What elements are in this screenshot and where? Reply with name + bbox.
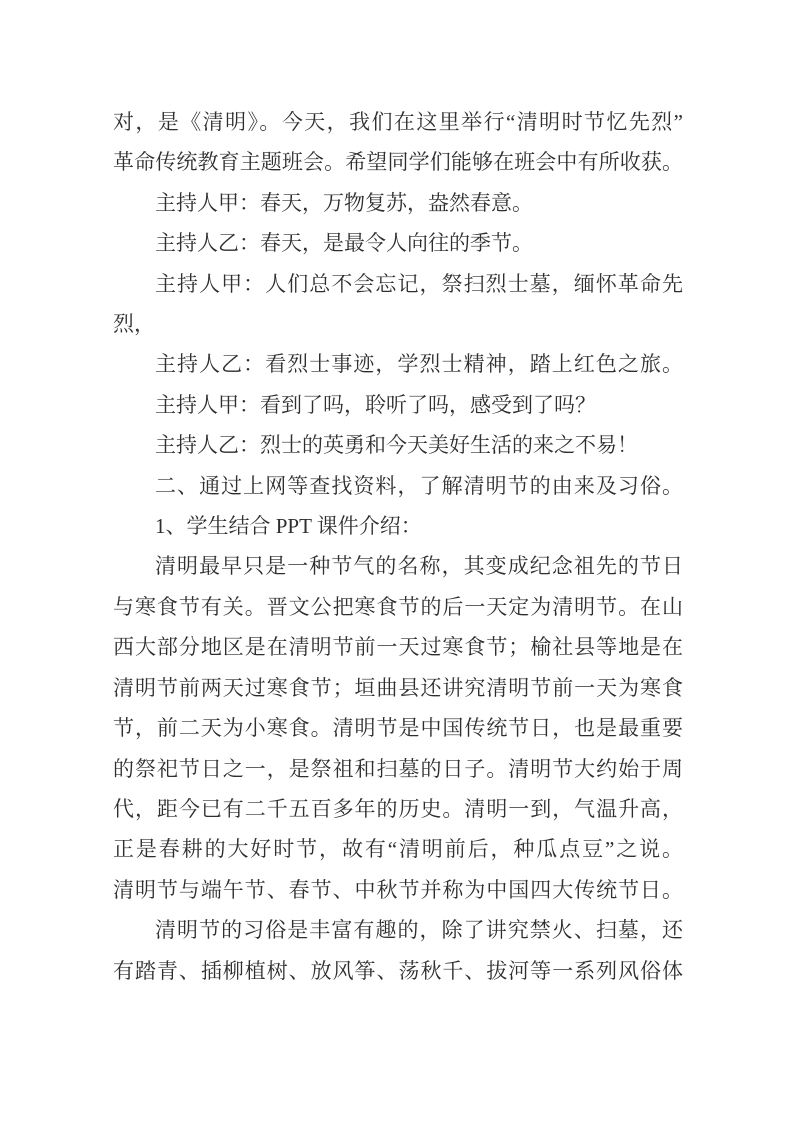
text-line: 西大部分地区是在清明节前一天过寒食节；榆社县等地是在 bbox=[113, 635, 683, 660]
text-line: 烈， bbox=[113, 312, 155, 337]
text-line: 的祭祀节日之一，是祭祖和扫墓的日子。清明节大约始于周 bbox=[113, 756, 683, 781]
text-line: 代，距今已有二千五百多年的历史。清明一到，气温升高， bbox=[113, 796, 683, 821]
text-line: 1、学生结合 PPT 课件介绍： bbox=[155, 514, 422, 539]
text-line: 正是春耕的大好时节，故有“清明前后，种瓜点豆”之说。 bbox=[113, 837, 683, 862]
text-line: 二、通过上网等查找资料，了解清明节的由来及习俗。 bbox=[155, 473, 683, 498]
text-line: 清明最早只是一种节气的名称，其变成纪念祖先的节日 bbox=[155, 554, 683, 579]
text-line: 节，前二天为小寒食。清明节是中国传统节日，也是最重要 bbox=[113, 716, 683, 741]
text-line: 革命传统教育主题班会。希望同学们能够在班会中有所收获。 bbox=[113, 150, 683, 175]
text-line: 主持人乙：春天，是最令人向往的季节。 bbox=[155, 231, 533, 256]
text-line: 主持人甲：看到了吗，聆听了吗，感受到了吗？ bbox=[155, 392, 596, 417]
text-line: 清明节与端午节、春节、中秋节并称为中国四大传统节日。 bbox=[113, 877, 683, 902]
text-line: 主持人甲：人们总不会忘记，祭扫烈士墓，缅怀革命先 bbox=[155, 271, 683, 296]
text-line: 清明节前两天过寒食节；垣曲县还讲究清明节前一天为寒食 bbox=[113, 675, 683, 700]
text-line: 清明节的习俗是丰富有趣的，除了讲究禁火、扫墓，还 bbox=[155, 918, 683, 943]
document-text-block bbox=[113, 102, 683, 991]
text-line: 对，是《清明》。今天，我们在这里举行“清明时节忆先烈” bbox=[113, 110, 683, 134]
text-line: 与寒食节有关。晋文公把寒食节的后一天定为清明节。在山 bbox=[113, 594, 683, 619]
text-line: 主持人乙：烈士的英勇和今天美好生活的来之不易！ bbox=[155, 433, 638, 458]
text-line: 有踏青、插柳植树、放风筝、荡秋千、拔河等一系列风俗体 bbox=[113, 958, 683, 983]
text-line: 主持人甲：春天，万物复苏，盎然春意。 bbox=[155, 190, 533, 215]
text-line: 主持人乙：看烈士事迹，学烈士精神，踏上红色之旅。 bbox=[155, 352, 683, 377]
